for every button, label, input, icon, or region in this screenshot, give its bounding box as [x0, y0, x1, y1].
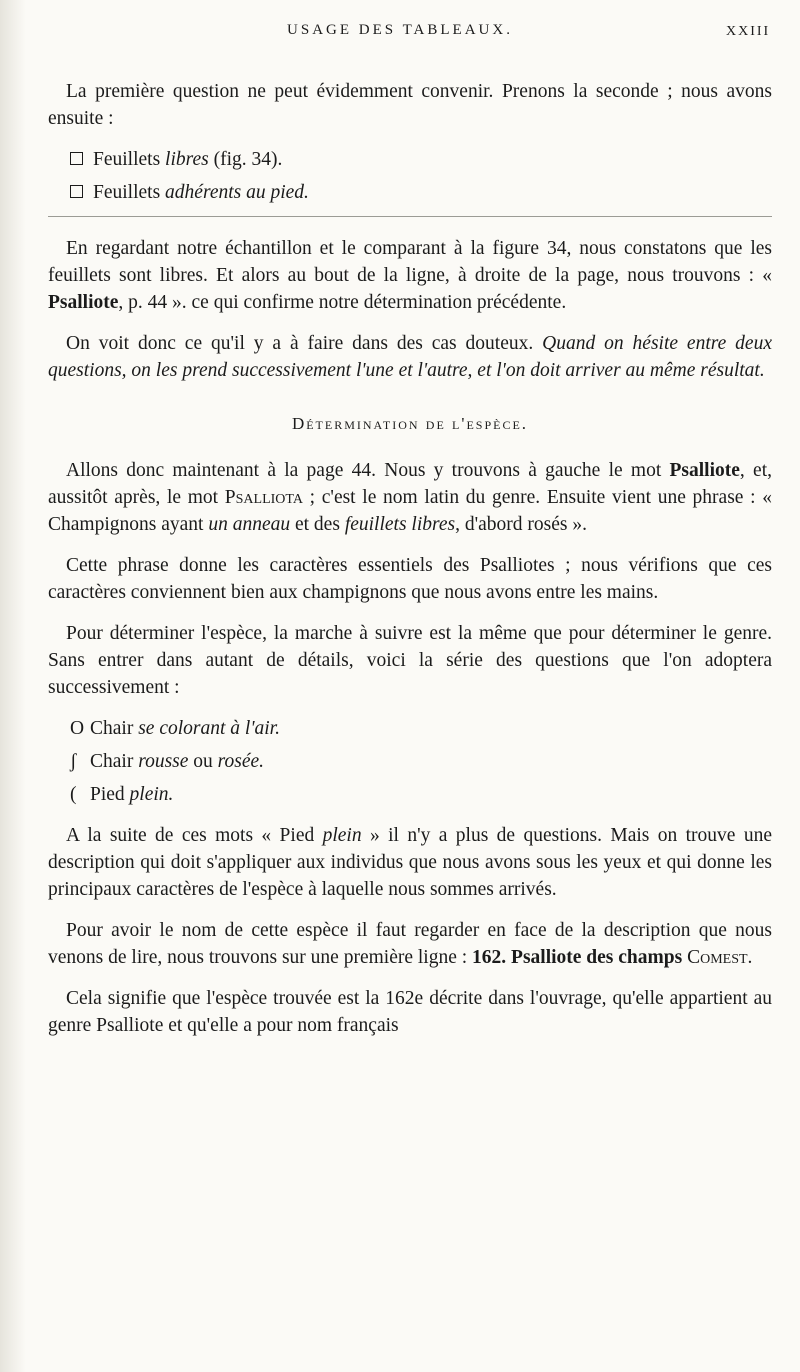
hook-symbol-icon: ʃ — [70, 751, 77, 772]
bracket-symbol-icon: ( — [70, 784, 77, 805]
option-item: Feuillets adhérents au pied. — [70, 179, 772, 206]
paragraph-description: A la suite de ces mots « Pied plein » il n'y a plus de questions. Mais on trouve une description qui doit s'appliquer aux individus que nous avons sous les yeux et qui donne les principaux caractères de l'espèce à laquelle nous sommes arrivés. — [48, 825, 772, 900]
question-series — [48, 715, 772, 808]
option-item: Feuillets libres (fig. 34). — [70, 146, 772, 173]
section-heading: Détermination de l'espèce. — [291, 414, 529, 433]
paragraph-genus: Allons donc maintenant à la page 44. Nous y trouvons à gauche le mot Psalliote, et, aussitôt après, le mot Psalliota ; c'est le nom latin du genre. Ensuite vient une phrase : « Champignons ayant un anneau et des feuillets libres, d'abord rosés ». — [48, 460, 772, 535]
option-list — [48, 146, 772, 206]
running-head: USAGE DES TABLEAUX. — [287, 22, 513, 38]
binding-shadow — [0, 0, 26, 1372]
paragraph-species-name: Pour avoir le nom de cette espèce il faut regarder en face de la description que nous venons de lire, nous trouvons sur une première ligne : 162. Psalliote des champs Comest. — [48, 920, 772, 968]
series-item: O Chair se colorant à l'air. — [70, 715, 772, 742]
paragraph-method: Pour déterminer l'espèce, la marche à suivre est la même que pour déterminer le genre. Sans entrer dans autant de détails, voici la série des questions que l'on adoptera successivement : — [48, 623, 772, 698]
paragraph-meaning: Cela signifie que l'espèce trouvée est la 162e décrite dans l'ouvrage, qu'elle appartient au genre Psalliote et qu'elle a pour nom français — [48, 988, 772, 1036]
paragraph-doubtful-cases: On voit donc ce qu'il y a à faire dans des cas douteux. Quand on hésite entre deux questions, on les prend successivement l'une et l'autre, et l'on doit arriver au même résultat. — [48, 333, 772, 381]
checkbox-square-icon — [70, 185, 83, 198]
series-item: ʃ Chair rousse ou rosée. — [70, 748, 772, 775]
series-item: ( Pied plein. — [70, 781, 772, 808]
page-number: XXIII — [726, 24, 771, 39]
paragraph-characters: Cette phrase donne les caractères essentiels des Psalliotes ; nous vérifions que ces caractères conviennent bien aux champignons que nous avons entre les mains. — [48, 555, 772, 603]
body-text — [48, 78, 772, 1039]
divider — [48, 216, 772, 217]
paragraph-intro: La première question ne peut évidemment convenir. Prenons la seconde ; nous avons ensuite : — [48, 81, 772, 129]
paragraph-comparison: En regardant notre échantillon et le comparant à la figure 34, nous constatons que les feuillets sont libres. Et alors au bout de la ligne, à droite de la page, nous trouvons : « Psalliote, p. 44 ». ce qui confirme notre détermination précédente. — [48, 238, 772, 313]
checkbox-square-icon — [70, 152, 83, 165]
intro-block — [48, 78, 772, 132]
circle-symbol-icon: O — [70, 718, 85, 739]
